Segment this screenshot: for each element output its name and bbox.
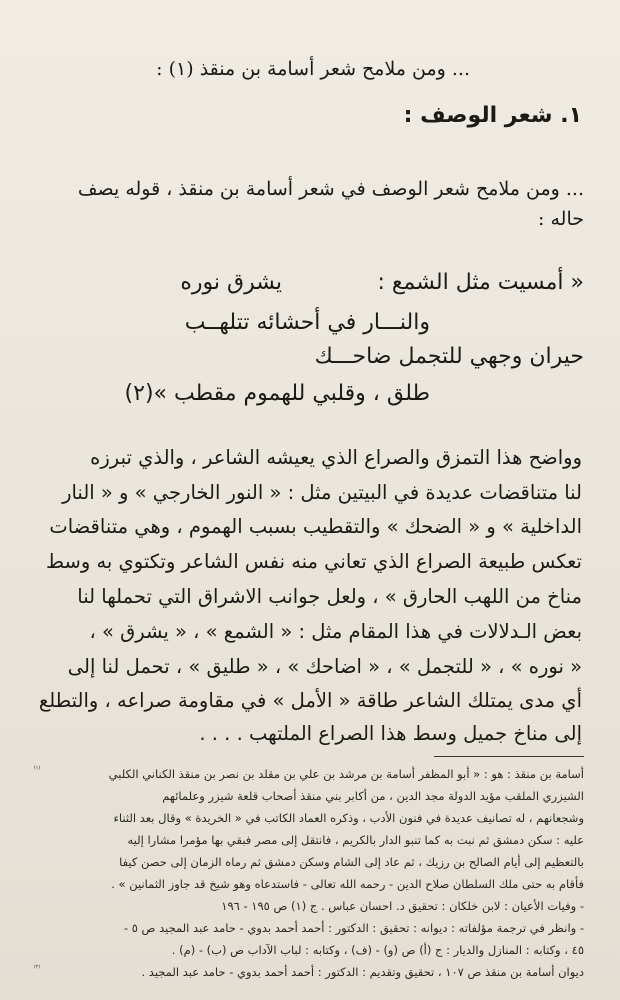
paragraph-line-9: إلى مناخ جميل وسط هذا الصراع الملتهب . . . . — [199, 722, 582, 745]
paragraph-line-8: أي مدى يمتلك الشاعر طاقة « الأمل » في مقاومة صراعه ، والتطلع — [38, 689, 582, 712]
footnote-separator — [434, 756, 584, 757]
section-heading: ١. شعر الوصف : — [403, 103, 582, 128]
intro-line: ... ومن ملامح شعر أسامة بن منقذ (١) : — [156, 58, 470, 80]
poem-line-4: طلق ، وقلبي للهموم مقطب »(٢) — [124, 381, 430, 406]
footnote-1-line-7: - وفيات الأعيان : لابن خلكان : تحقيق د. احسان عباس . ج (١) ص ١٩٥ - ١٩٦ — [221, 899, 584, 913]
paragraph-line-4: تعكس طبيعة الصراع الذي تعاني منه نفس الشاعر وتكتوي به وسط — [45, 550, 582, 573]
paragraph-line-3: الداخلية » و « الضحك » والتقطيب بسبب الهموم ، وهي متناقضات — [49, 515, 582, 538]
footnote-1-line-4: عليه : سكن دمشق ثم نبت به كما تنبو الدار بالكريم ، فانتقل إلى مصر فبقي بها مؤمرا مشارا إليه — [127, 833, 584, 847]
footnote-1-line-6: فأقام به حتى ملك السلطان صلاح الدين - رحمه الله تعالى - فاستدعاه وهو شيخ قد جاوز الثمانين » . — [111, 877, 584, 891]
footnote-1-line-8: - وانظر في ترجمة مؤلفاته : ديوانه : تحقيق : الدكتور : أحمد أحمد بدوي - حامد عبد المجيد ص ٥ - — [123, 921, 584, 935]
footnote-1-line-3: وشجعانهم ، له تصانيف عديدة في فنون الأدب ، وذكره العماد الكاتب في « الخريدة » وقال بعد الثناء — [113, 811, 584, 825]
paragraph-line-7: « نوره » ، « للتجمل » ، « اضاحك » ، « طليق » ، تحمل لنا إلى — [67, 655, 582, 678]
poem-line-1-first-hemistich: « أمسيت مثل الشمع : — [377, 270, 584, 295]
footnote-1-line-2: الشيزري الملقب مؤيد الدولة مجد الدين ، من أكابر بني منقذ أصحاب قلعة شيزر وعلمائهم — [162, 789, 584, 803]
footnote-2-line: ديوان أسامة بن منقذ ص ١٠٧ ، تحقيق وتقديم : الدكتور : أحمد أحمد بدوي - حامد عبد المجيد . — [141, 965, 584, 979]
footnote-1-line-9: ٤٥ ، وكتابه : المنازل والديار : ج (أ) ص (و) - (ف) ، وكتابه : لباب الآداب ص (ب) - (م) . — [171, 943, 584, 957]
footnote-2-number: (٢) — [33, 965, 40, 970]
paragraph-line-6: بعض الـدلالات في هذا المقام مثل : « الشمع » ، « يشرق » ، — [89, 620, 582, 643]
footnote-1-number: (١) — [33, 766, 40, 771]
footnote-1-line-5: بالتعظيم إلى أيام الصالح بن رزيك ، ثم عاد إلى الشام وسكن دمشق ثم رماه الزمان إلى حصن كيفا — [119, 855, 584, 869]
paragraph-line-5: مناخ من اللهب الحارق » ، ولعل جوانب الاشراق التي تحملها لنا — [77, 585, 582, 608]
paragraph-line-2: لنا متناقضات عديدة في البيتين مثل : « النور الخارجي » و « النار — [62, 481, 582, 504]
poem-line-1-second-hemistich: يشرق نوره — [180, 270, 282, 295]
poem-line-3: حيران وجهي للتجمل ضاحـــك — [314, 344, 584, 369]
paragraph-line-1: وواضح هذا التمزق والصراع الذي يعيشه الشاعر ، والذي تبرزه — [90, 446, 582, 469]
footnote-1-line-1: أسامة بن منقذ : هو : « أبو المظفر أسامة بن مرشد بن علي بن مقلد بن نصر بن منقذ الكناني الكلبي — [108, 767, 584, 781]
poem-line-2: والنـــار في أحشائه تتلهــب — [184, 310, 430, 335]
description-intro-line-1: ... ومن ملامح شعر الوصف في شعر أسامة بن منقذ ، قوله يصف — [77, 178, 584, 200]
description-intro-line-2: حاله : — [538, 208, 584, 230]
